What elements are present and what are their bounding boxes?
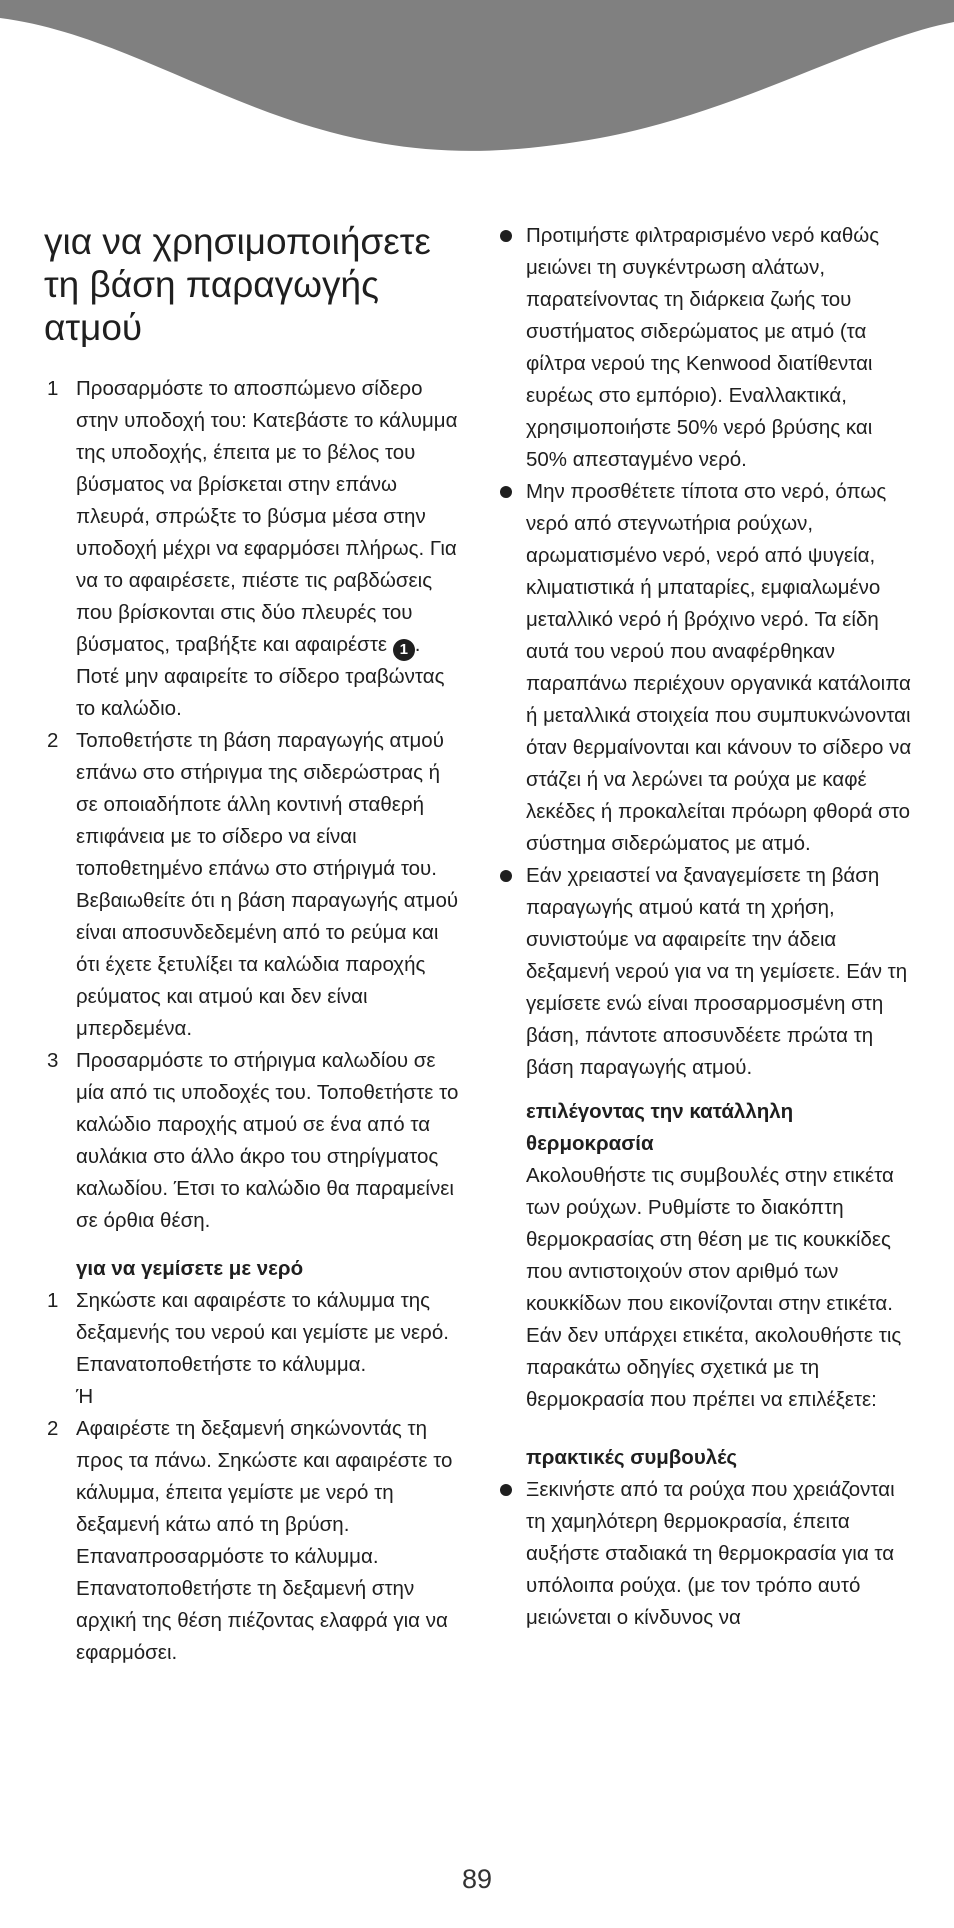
fill-water-heading: για να γεμίσετε με νερό bbox=[76, 1257, 304, 1280]
step-number: 2 bbox=[47, 729, 59, 752]
fill-step-item bbox=[44, 1285, 464, 1381]
step-text: Αφαιρέστε τη δεξαμενή σηκώνοντάς τη προς τα πάνω. Σηκώστε και αφαιρέστε το κάλυμμα, έπειτα γεμίστε με νερό τη δεξαμενή κάτω από τη βρύση. Επαναπροσαρμόστε το κάλυμμα. Επανατοποθετήστε τη δεξαμενή στην αρχική της θέση πιέζοντας ελαφρά για να εφαρμόσει. bbox=[76, 1417, 453, 1664]
practical-tips-heading: πρακτικές συμβουλές bbox=[526, 1446, 738, 1469]
bullet-text: Μην προσθέτετε τίποτα στο νερό, όπως νερό από στεγνωτήρια ρούχων, αρωματισμένο νερό, νερό από ψυγεία, κλιματιστικά ή μπαταρίες, εμφιαλωμένο μεταλλικό νερό ή βρόχινο νερό. Τα είδη αυτά του νερού που αναφέρθηκαν παραπάνω περιέχουν οργανικά κατάλοιπα ή μεταλλικά στοιχεία που συμπυκνώνονται όταν θερμαίνονται και κάνουν το σίδερο να στάζει ή να λερώνει τα ρούχα με καφέ λεκέδες ή προκαλείται πρόωρη φθορά στο σύστημα σιδερώματος με ατμό. bbox=[526, 480, 912, 855]
bullet-item bbox=[498, 1474, 918, 1634]
section-title: για να χρησιμοποιήσετε τη βάση παραγωγής ατμού bbox=[44, 221, 431, 348]
bullet-text: Ξεκινήστε από τα ρούχα που χρειάζονται τη χαμηλότερη θερμοκρασία, έπειτα αυξήστε σταδιακά τη θερμοκρασία για τα υπόλοιπα ρούχα. (με τον τρόπο αυτό μειώνεται ο κίνδυνος να bbox=[526, 1478, 895, 1629]
bullet-text: Εάν χρειαστεί να ξαναγεμίσετε τη βάση παραγωγής ατμού κατά τη χρήση, συνιστούμε να αφαιρείτε την άδεια δεξαμενή νερού για να τη γεμίσετε. Εάν τη γεμίσετε ενώ είναι προσαρμοσμένη στη βάση, πάντοτε αποσυνδέετε πρώτα τη βάση παραγωγής ατμού. bbox=[526, 864, 908, 1079]
step-number: 1 bbox=[47, 1289, 59, 1312]
bullet-item bbox=[498, 860, 918, 1084]
bullet-item bbox=[498, 476, 918, 860]
page-number: 89 bbox=[461, 1864, 493, 1894]
step-item bbox=[44, 1045, 464, 1237]
step-text: Προσαρμόστε το στήριγμα καλωδίου σε μία από τις υποδοχές του. Τοποθετήστε το καλώδιο παροχής ατμού σε ένα από τα αυλάκια στο άλλο άκρο του στηρίγματος καλωδίου. Έτσι το καλώδιο θα παραμείνει σε όρθια θέση. bbox=[76, 1049, 459, 1232]
step-text: Προσαρμόστε το αποσπώμενο σίδερο στην υποδοχή του: Κατεβάστε το κάλυμμα της υποδοχής, έπειτα με το βέλος του βύσματος να βρίσκεται στην επάνω πλευρά, σπρώξτε το βύσμα μέσα στην υποδοχή μέχρι να εφαρμόσει πλήρως. Για να το αφαιρέσετε, πιέστε τις ραβδώσεις που βρίσκονται στις δύο πλευρές του βύσματος, τραβήξτε και αφαιρέστε bbox=[76, 377, 458, 656]
bullet-item bbox=[498, 220, 918, 476]
step-item bbox=[44, 373, 464, 725]
bullet-dot-icon bbox=[500, 230, 512, 242]
step-text: Σηκώστε και αφαιρέστε το κάλυμμα της δεξαμενής του νερού και γεμίστε με νερό. Επανατοποθετήστε το κάλυμμα. bbox=[76, 1289, 449, 1376]
header-wave-band bbox=[0, 0, 954, 160]
step-number: 3 bbox=[47, 1049, 59, 1072]
temperature-paragraph: Ακολουθήστε τις συμβουλές στην ετικέτα των ρούχων. Ρυθμίστε το διακόπτη θερμοκρασίας στη θέση με τις κουκκίδες που αντιστοιχούν στον αριθμό των κουκκίδων που εικονίζονται στην ετικέτα. Εάν δεν υπάρχει ετικέτα, ακολουθήστε τις παρακάτω οδηγίες σχετικά με τη θερμοκρασία που πρέπει να επιλέξετε: bbox=[526, 1164, 902, 1411]
figure-1-badge-icon: 1 bbox=[393, 639, 415, 661]
step-text: Τοποθετήστε τη βάση παραγωγής ατμού επάνω στο στήριγμα της σιδερώστρας ή σε οποιαδήποτε άλλη κοντινή σταθερή επιφάνεια με το σίδερο να είναι τοποθετημένο επάνω στο στήριγμά του. Βεβαιωθείτε ότι η βάση παραγωγής ατμού είναι αποσυνδεδεμένη από το ρεύμα και ότι έχετε ξετυλίξει τα καλώδια παροχής ρεύματος και ατμού και δεν είναι μπερδεμένα. bbox=[76, 729, 459, 1040]
step-number: 1 bbox=[47, 377, 59, 400]
fill-step-item bbox=[44, 1413, 464, 1669]
bullet-text: Προτιμήστε φιλτραρισμένο νερό καθώς μειώνει τη συγκέντρωση αλάτων, παρατείνοντας τη διάρκεια ζωής του συστήματος σιδερώματος με ατμό (τα φίλτρα νερού της Kenwood διατίθενται ευρέως στο εμπόριο). Εναλλακτικά, χρησιμοποιήστε 50% νερό βρύσης και 50% απεσταγμένο νερό. bbox=[526, 224, 880, 471]
left-column bbox=[44, 220, 464, 1669]
step-number: 2 bbox=[47, 1417, 59, 1440]
bullet-dot-icon bbox=[500, 870, 512, 882]
bullet-dot-icon bbox=[500, 486, 512, 498]
right-column bbox=[498, 220, 918, 1634]
step-item bbox=[44, 725, 464, 1045]
or-separator: Ή bbox=[76, 1385, 94, 1408]
step-text-tail: . Ποτέ μην αφαιρείτε το σίδερο τραβώντας το καλώδιο. bbox=[76, 633, 445, 720]
bullet-dot-icon bbox=[500, 1484, 512, 1496]
temperature-heading: επιλέγοντας την κατάλληλη θερμοκρασία bbox=[526, 1100, 794, 1155]
